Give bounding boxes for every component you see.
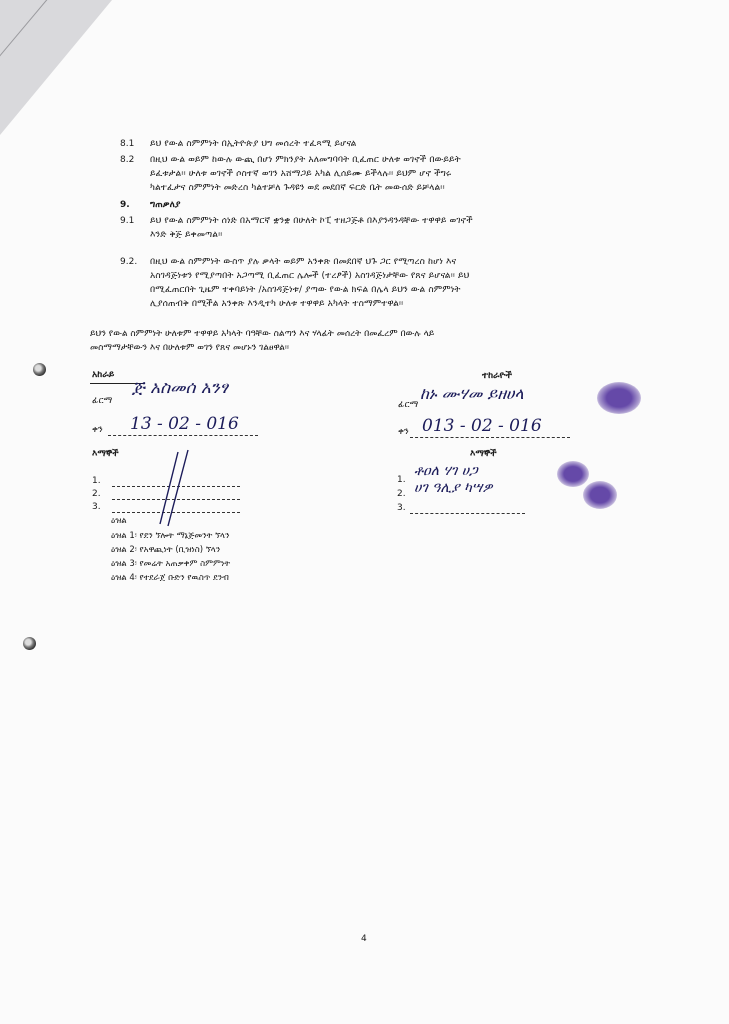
clause-9-heading — [120, 198, 680, 214]
clause-text: በዚህ ውል ወይም ከውሉ ውጪ በሆነ ምክንያት አለመግባባት ቢፈጠር ሁለቱ ወገኖች በውይይት ይፈቱታል፡፡ ሁለቱ ወገኖች ሶስተኛ ወገን አሸማጋይ አካል ሊሰይሙ ይችላሉ፡፡ ይህም ሆኖ ችግሩ ካልተፈታና ስምምነት መድረስ ካልተቻለ ጉዳዩን ወደ መደበኛ ፍርድ ቤት መውሰድ ይቻላል፡፡ — [150, 155, 461, 193]
lessee-signature-label: ፊርማ — [398, 400, 419, 410]
clause-number: 9.1 — [120, 216, 135, 226]
annex-item: ዕዝል 1፡ የደን ኘሎት ማኔጅመንት ኘላን — [111, 531, 230, 541]
page-number: 4 — [361, 934, 367, 944]
section-heading: ግጠቃለያ — [150, 200, 181, 210]
witness-signature: ቶዐለ ሃገ ሀጋ — [414, 463, 478, 479]
lessor-date: 13 - 02 - 016 — [130, 414, 239, 434]
clause-8-1 — [120, 137, 680, 153]
lessee-date-label: ቀን — [398, 427, 409, 437]
fingerprint-stamp — [597, 382, 641, 414]
clause-text: ይህ የውል ስምምነት ሰነድ በአማርኛ ቋንቋ በሁለት ኮፒ ተዘጋጅቶ በእያንዳንዳቸው ተዋዋይ ወገኖች እንድ ቅጅ ይቀመጣል፡፡ — [150, 216, 473, 240]
annex-item: ዕዝል 2፡ የአዋጪነት (ቢዝነስ) ኘላን — [111, 545, 221, 555]
witness-number: 3. — [92, 502, 101, 512]
annex-heading: ዕዝል — [111, 516, 127, 526]
witnesses-left-heading: እማኞች — [92, 449, 119, 459]
punch-hole-icon — [33, 363, 46, 376]
clause-number: 8.2 — [120, 155, 135, 165]
clause-9-2 — [120, 255, 680, 315]
clause-text: ይህ የውል ስምምነት በኢትዮጵያ ህግ መሰረት ተፈጻሚ ይሆናል — [150, 139, 357, 149]
lessor-signature-label: ፊርማ — [92, 396, 113, 406]
witness-number: 2. — [92, 489, 101, 499]
lessee-signature: ከኑ ሙሃመ ይዘሀላ — [420, 384, 524, 403]
punch-hole-icon — [23, 637, 36, 650]
clause-number: 9. — [120, 200, 130, 210]
fingerprint-stamp — [557, 461, 589, 487]
fingerprint-stamp — [583, 481, 617, 509]
witnesses-right-heading: እማኞች — [470, 449, 497, 459]
lessee-heading: ተከራዮች — [482, 371, 512, 381]
witness-number: 1. — [92, 476, 101, 486]
lessor-date-label: ቀን — [92, 425, 103, 435]
folded-page-corner — [0, 0, 112, 135]
clause-number: 9.2. — [120, 257, 138, 267]
clause-9-1 — [120, 214, 680, 244]
strikethrough-mark — [150, 448, 200, 528]
annex-item: ዕዝል 3፡ የመሬት አጠቃቀም ስምምነት — [111, 559, 231, 569]
witness-number: 3. — [397, 503, 406, 513]
annex-item: ዕዝል 4፡ የተደራጀ ቡድን የዉስጥ ደንብ — [111, 573, 229, 583]
closing-statement: ይህን የውል ስምምነት ሁለቱም ተዋዋይ አካላት ባዓቸው ስልጣን እና ሃላፊት መሰረት በመፈረም በውሉ ላይ መስማማታቸውን እና በሁለቱም ወገን የጸና መሆኑን ገልፀዋል፡፡ — [90, 329, 435, 353]
witness-number: 2. — [397, 489, 406, 499]
witness-line — [410, 513, 525, 514]
lessor-heading: አከራይ — [92, 370, 115, 380]
date-line — [108, 435, 258, 436]
clause-8-2 — [120, 153, 680, 199]
witness-signature: ሀገ ዓሊያ ካሣዎ — [414, 480, 493, 496]
lessor-signature: ጅ አስመሰ አንፃ — [132, 378, 228, 398]
date-line — [410, 437, 570, 438]
clause-number: 8.1 — [120, 139, 135, 149]
clause-text: በዚህ ውል ስምምነት ውስጥ ያሉ ቃላት ወይም አንቀጽ በመደበኛ ህጉ ጋር የሚጣረስ ከሆነ እና አስገዳጅነቱን የሚያጣበት አጋጣሚ ቢፈጠር ሌሎች (ተረፆች) አስገዳጅነታቸው የጸና ይሆናል፡፡ ይህ በሚፈጠርበት ጊዜም ተቀባይነት /አስገዳጅነቱ/ ያጣው የውል ክፍል በሌላ ይህን ውል ስምምነት ሊያሰጠብቅ በሚችል አንቀጽ እንዲተካ ሁለቱ ተዋዋይ አካላት ተስማምተዋል፡፡ — [150, 257, 470, 309]
witness-number: 1. — [397, 475, 406, 485]
lessee-date: 013 - 02 - 016 — [422, 416, 542, 436]
